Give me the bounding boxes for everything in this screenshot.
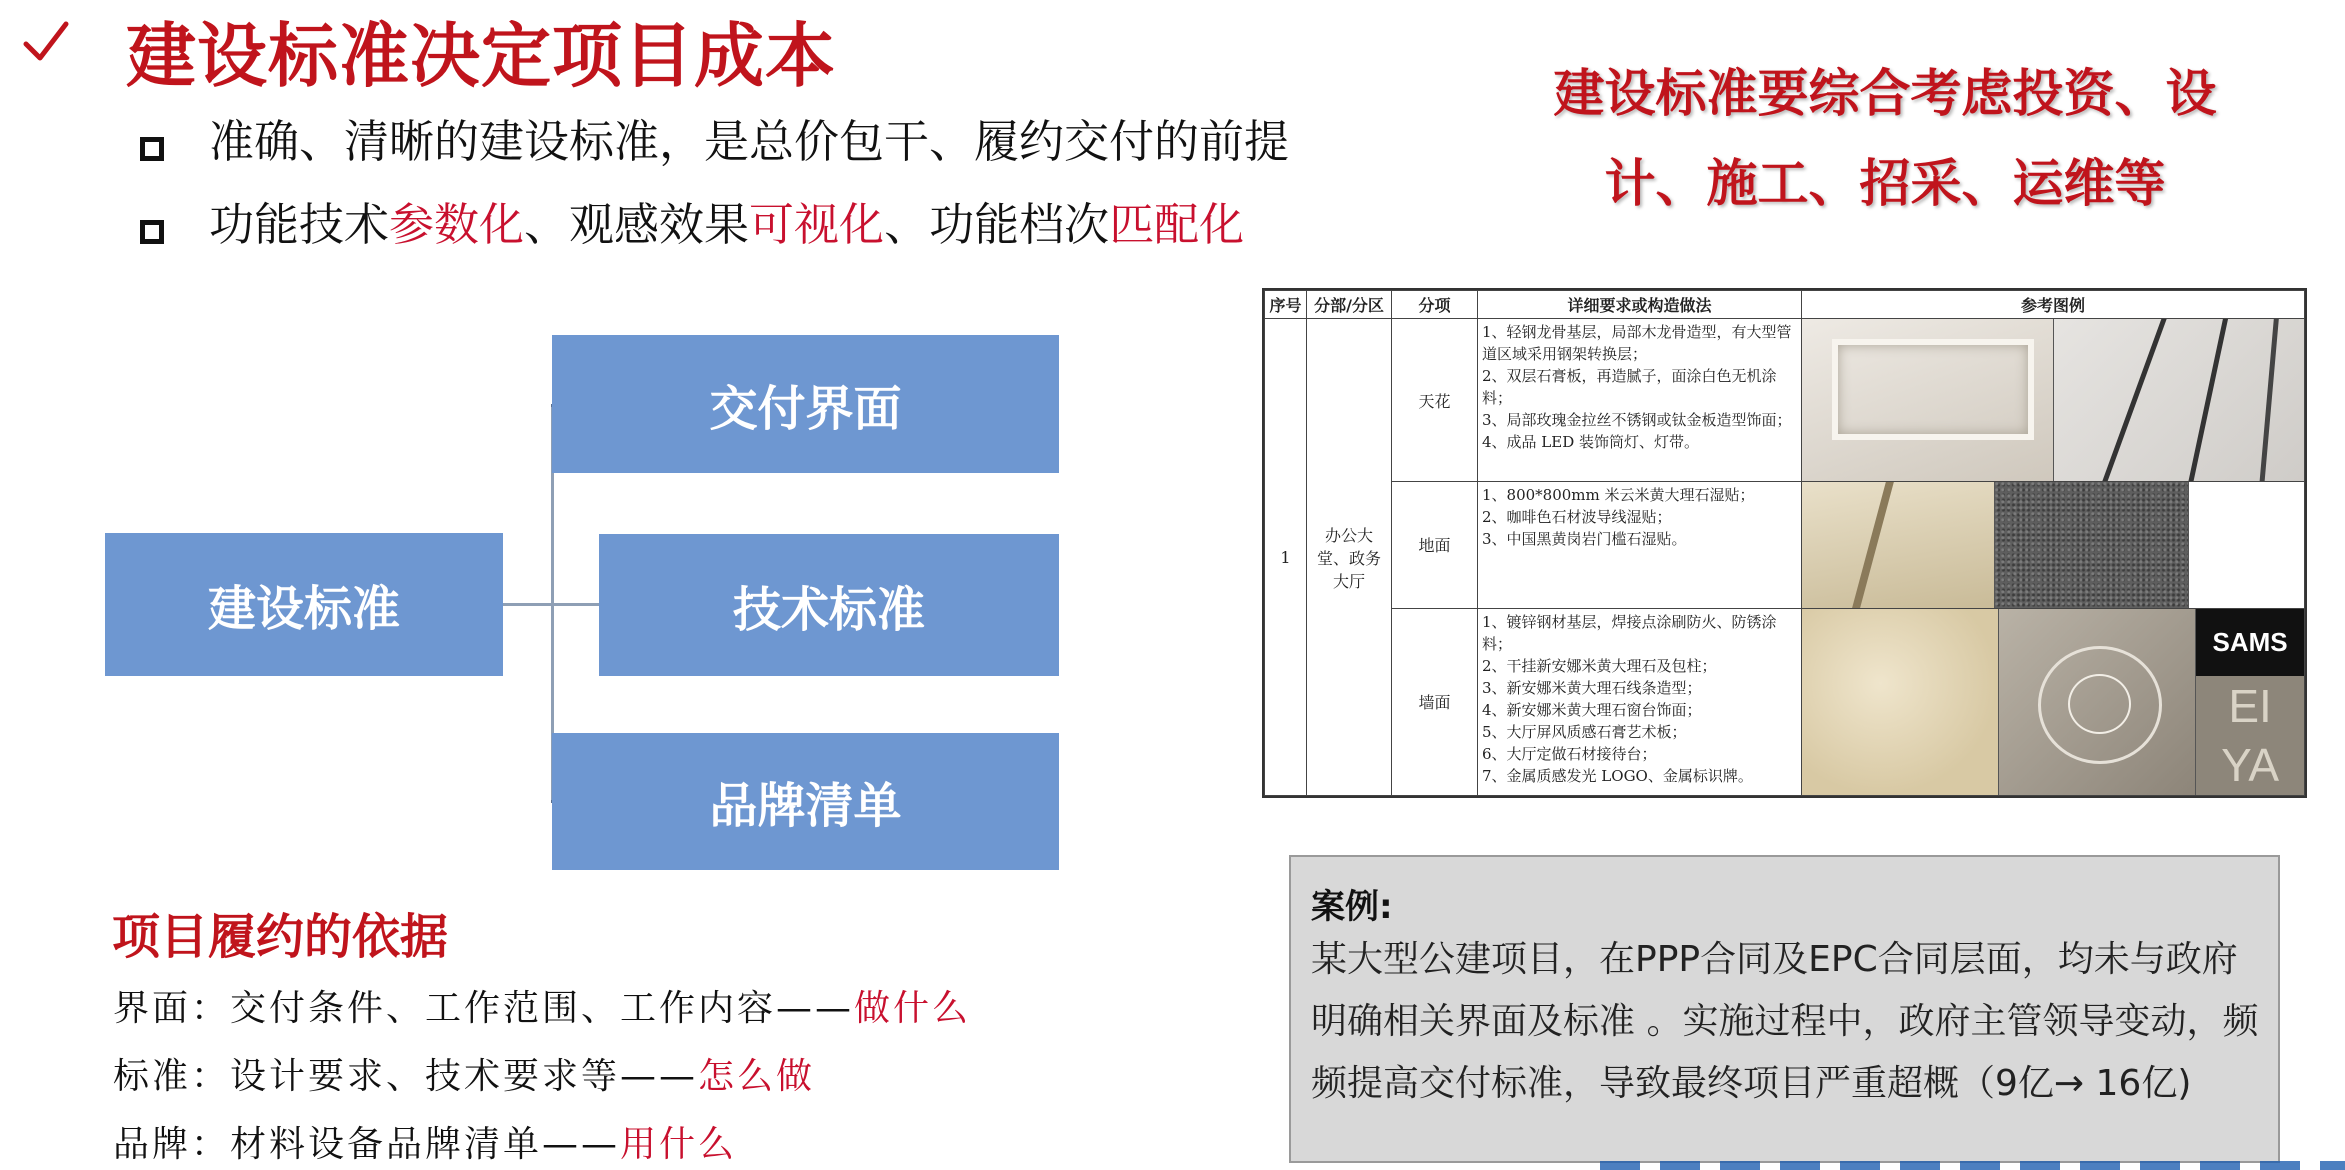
basis-line-2 [113,1048,815,1099]
spec-header-row [1265,291,2305,319]
box-brand-list: 品牌清单 [552,733,1059,870]
box-delivery-interface: 交付界面 [552,335,1059,473]
table-row [1265,608,2305,795]
basis-title: 项目履约的依据 [112,909,449,965]
row-details [1478,608,1802,795]
spec-table [1262,288,2307,798]
detail-line: 6、大厅定做石材接待台； [1482,744,1657,763]
bullet-text-segment: 准确、清晰的建设标准，是总价包干、履约交付的前提 [209,115,1290,168]
row-item: 天花 [1392,319,1478,482]
row-item: 地面 [1392,482,1478,609]
header-reference: 参考图例 [1802,291,2305,319]
basis-line-3 [113,1116,737,1167]
callout-line-2: 计、施工、招采、运维等 [1604,155,2166,214]
floor-photo-blank [2189,482,2304,608]
case-body: 某大型公建项目，在PPP合同及EPC合同层面，均未与政府明确相关界面及标准 。实施过程中，政府主管领导变动，频频提高交付标准，导致最终项目严重超概（9亿→ 16亿) [1311,939,2259,1104]
basis-line-1-label: 界面：交付条件、工作范围、工作内容—— [113,988,855,1029]
footer-decoration [1600,1153,2345,1170]
sign-logo-ei: EI [2228,679,2272,732]
detail-line: 1、800*800mm 米云米黄大理石湿贴； [1482,486,1755,505]
detail-line: 7、金属质感发光 LOGO、金属标识牌。 [1482,766,1753,785]
floor-photo-1 [1802,482,1995,608]
callout-line-1: 建设标准要综合考虑投资、设 [1553,65,2217,124]
detail-line: 5、大厅屏风质感石膏艺术板； [1482,722,1687,741]
header-area: 分部/分区 [1307,291,1392,319]
wall-sign-photo [2196,609,2304,795]
ceiling-photo-2 [2054,319,2305,481]
bullet-text-segment: 、观感效果 [524,198,750,251]
basis-line-3-label: 品牌：材料设备品牌清单—— [113,1124,621,1165]
slide-title: 建设标准决定项目成本 [126,15,836,97]
wall-photo-2 [1999,609,2196,795]
case-box [1289,855,2280,1163]
detail-line: 3、局部玫瑰金拉丝不锈钢或钛金板造型饰面； [1482,411,1792,430]
detail-line: 1、镀锌钢材基层，焊接点涂刷防火、防锈涂料； [1482,612,1777,653]
row-area: 办公大堂、政务大厅 [1307,319,1392,796]
row-index: 1 [1265,319,1307,796]
detail-line: 4、新安娜米黄大理石窗台饰面； [1482,700,1702,719]
box-construction-standard: 建设标准 [105,533,503,676]
detail-line: 2、咖啡色石材波导线湿贴； [1482,508,1672,527]
connector-root [503,603,552,606]
detail-line: 1、轻钢龙骨基层，局部木龙骨造型，有大型管道区域采用钢架转换层； [1482,323,1792,364]
checkmark-icon [22,18,70,66]
header-item: 分项 [1392,291,1478,319]
row-details [1478,482,1802,609]
connector-branch-2 [551,603,599,606]
bullet-2 [140,188,1244,253]
basis-line-2-label: 标准：设计要求、技术要求等—— [113,1056,699,1097]
table-row [1265,482,2305,609]
detail-line: 2、双层石膏板，再造腻子，面涂白色无机涂料； [1482,367,1777,408]
case-title: 案例: [1311,887,1393,927]
basis-line-2-highlight: 怎么做 [698,1056,816,1097]
sign-logo-black: SAMS [2196,609,2304,676]
wall-photo-1 [1802,609,1999,795]
header-details: 详细要求或构造做法 [1478,291,1802,319]
floor-photo-2 [1995,482,2188,608]
bullet-text-segment: 、功能档次 [884,198,1110,251]
highlight-text: 参数化 [389,198,525,251]
header-index: 序号 [1265,291,1307,319]
bullet-text-segment: 功能技术 [209,198,390,251]
bullet-1 [140,105,1289,170]
row-details [1478,319,1802,482]
basis-line-1-highlight: 做什么 [854,988,972,1029]
basis-line-3-highlight: 用什么 [620,1124,738,1165]
detail-line: 3、中国黑黄岗岩门槛石湿贴。 [1482,530,1687,549]
basis-line-1 [113,980,971,1031]
bullet-2-text [209,198,1244,251]
callout [1490,50,2280,230]
square-bullet-icon [140,220,164,244]
detail-line: 2、干挂新安娜米黄大理石及包柱； [1482,656,1717,675]
detail-line: 4、成品 LED 装饰筒灯、灯带。 [1482,433,1700,452]
bullet-1-text [209,115,1289,168]
row-item: 墙面 [1392,608,1478,795]
square-bullet-icon [140,137,164,161]
table-row [1265,319,2305,482]
box-technical-standard: 技术标准 [599,534,1059,676]
highlight-text: 可视化 [749,198,885,251]
detail-line: 3、新安娜米黄大理石线条造型； [1482,678,1702,697]
highlight-text: 匹配化 [1109,198,1245,251]
ceiling-photo-1 [1802,319,2054,481]
sign-logo-ya: YA [2221,739,2280,792]
